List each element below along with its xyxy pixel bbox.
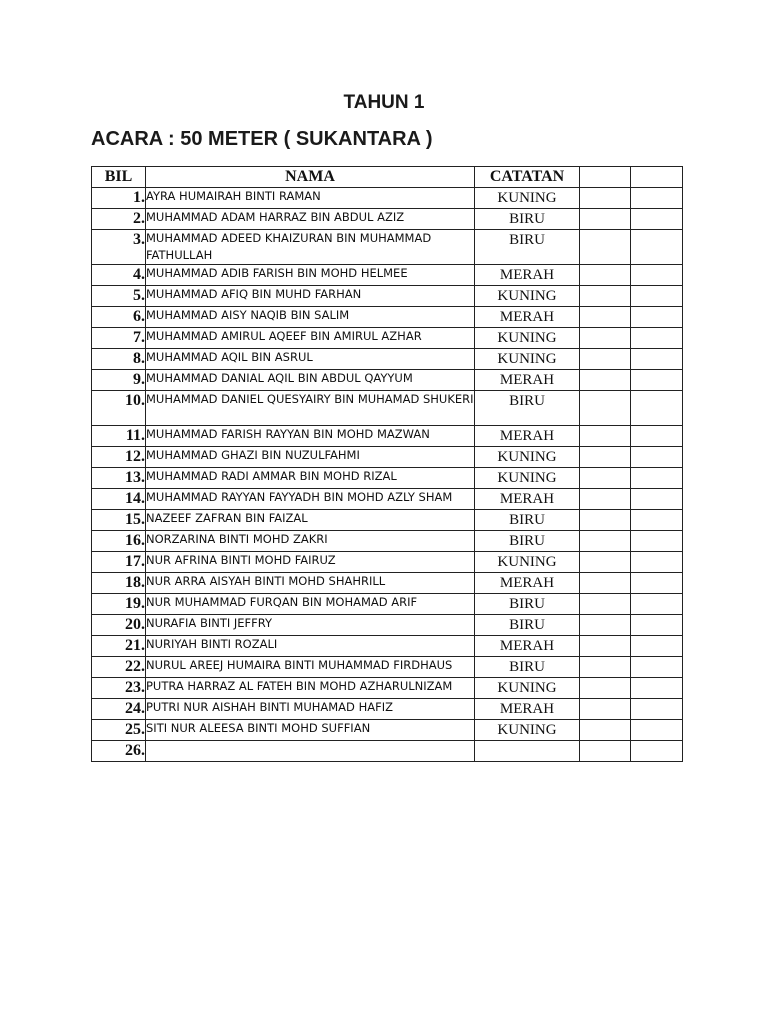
bil-cell: 6. — [92, 307, 146, 328]
nama-cell: NAZEEF ZAFRAN BIN FAIZAL — [146, 510, 475, 531]
nama-cell: NURUL AREEJ HUMAIRA BINTI MUHAMMAD FIRDHAUS — [146, 657, 475, 678]
bil-cell: 19. — [92, 594, 146, 615]
table-row — [92, 209, 683, 230]
extra-cell-1 — [580, 657, 631, 678]
bil-cell: 4. — [92, 265, 146, 286]
header-nama: NAMA — [146, 167, 475, 188]
extra-cell-2 — [631, 307, 683, 328]
bil-cell: 12. — [92, 447, 146, 468]
extra-cell-1 — [580, 552, 631, 573]
extra-cell-1 — [580, 230, 631, 265]
catatan-cell: MERAH — [475, 573, 580, 594]
table-row — [92, 265, 683, 286]
table-row — [92, 489, 683, 510]
bil-cell: 23. — [92, 678, 146, 699]
extra-cell-2 — [631, 230, 683, 265]
extra-cell-2 — [631, 286, 683, 307]
page-title: TAHUN 1 — [343, 92, 425, 113]
extra-cell-2 — [631, 391, 683, 426]
header-bil: BIL — [92, 167, 146, 188]
table-row — [92, 370, 683, 391]
bil-cell: 11. — [92, 426, 146, 447]
nama-cell: MUHAMMAD AFIQ BIN MUHD FARHAN — [146, 286, 475, 307]
table-row — [92, 286, 683, 307]
catatan-cell — [475, 741, 580, 762]
table-row — [92, 447, 683, 468]
table-row — [92, 678, 683, 699]
extra-cell-1 — [580, 349, 631, 370]
catatan-cell: BIRU — [475, 510, 580, 531]
bil-cell: 5. — [92, 286, 146, 307]
extra-cell-1 — [580, 573, 631, 594]
nama-cell: MUHAMMAD RADI AMMAR BIN MOHD RIZAL — [146, 468, 475, 489]
extra-cell-1 — [580, 391, 631, 426]
catatan-cell: KUNING — [475, 720, 580, 741]
bil-cell: 8. — [92, 349, 146, 370]
bil-cell: 14. — [92, 489, 146, 510]
extra-cell-1 — [580, 265, 631, 286]
extra-cell-2 — [631, 447, 683, 468]
extra-cell-1 — [580, 594, 631, 615]
catatan-cell: BIRU — [475, 657, 580, 678]
extra-cell-1 — [580, 328, 631, 349]
extra-cell-2 — [631, 720, 683, 741]
table-row — [92, 188, 683, 209]
table-header-row — [92, 167, 683, 188]
extra-cell-1 — [580, 615, 631, 636]
nama-cell: NURAFIA BINTI JEFFRY — [146, 615, 475, 636]
extra-cell-1 — [580, 741, 631, 762]
catatan-cell: KUNING — [475, 468, 580, 489]
nama-cell: MUHAMMAD DANIEL QUESYAIRY BIN MUHAMAD SHUKERI — [146, 391, 475, 426]
catatan-cell: KUNING — [475, 286, 580, 307]
table-row — [92, 720, 683, 741]
table-row — [92, 328, 683, 349]
table-row — [92, 349, 683, 370]
nama-cell: NORZARINA BINTI MOHD ZAKRI — [146, 531, 475, 552]
nama-cell: AYRA HUMAIRAH BINTI RAMAN — [146, 188, 475, 209]
nama-cell: SITI NUR ALEESA BINTI MOHD SUFFIAN — [146, 720, 475, 741]
extra-cell-1 — [580, 188, 631, 209]
extra-cell-1 — [580, 531, 631, 552]
table-row — [92, 510, 683, 531]
table-row — [92, 657, 683, 678]
catatan-cell: BIRU — [475, 531, 580, 552]
extra-cell-1 — [580, 209, 631, 230]
extra-cell-2 — [631, 678, 683, 699]
participant-table — [91, 166, 683, 762]
table-body — [92, 188, 683, 762]
nama-cell: NUR ARRA AISYAH BINTI MOHD SHAHRILL — [146, 573, 475, 594]
nama-cell: PUTRI NUR AISHAH BINTI MUHAMAD HAFIZ — [146, 699, 475, 720]
bil-cell: 15. — [92, 510, 146, 531]
nama-cell: MUHAMMAD AMIRUL AQEEF BIN AMIRUL AZHAR — [146, 328, 475, 349]
extra-cell-1 — [580, 720, 631, 741]
table-row — [92, 307, 683, 328]
bil-cell: 9. — [92, 370, 146, 391]
table-row — [92, 426, 683, 447]
nama-cell: NUR AFRINA BINTI MOHD FAIRUZ — [146, 552, 475, 573]
catatan-cell: MERAH — [475, 636, 580, 657]
bil-cell: 7. — [92, 328, 146, 349]
table-row — [92, 531, 683, 552]
catatan-cell: BIRU — [475, 594, 580, 615]
extra-cell-2 — [631, 426, 683, 447]
table-row — [92, 573, 683, 594]
extra-cell-1 — [580, 636, 631, 657]
catatan-cell: MERAH — [475, 426, 580, 447]
extra-cell-2 — [631, 265, 683, 286]
nama-cell: MUHAMMAD ADEED KHAIZURAN BIN MUHAMMAD FATHULLAH — [146, 230, 475, 265]
bil-cell: 1. — [92, 188, 146, 209]
extra-cell-1 — [580, 678, 631, 699]
bil-cell: 22. — [92, 657, 146, 678]
extra-cell-2 — [631, 594, 683, 615]
bil-cell: 2. — [92, 209, 146, 230]
table-row — [92, 636, 683, 657]
bil-cell: 10. — [92, 391, 146, 426]
extra-cell-2 — [631, 741, 683, 762]
nama-cell: MUHAMMAD AQIL BIN ASRUL — [146, 349, 475, 370]
catatan-cell: KUNING — [475, 678, 580, 699]
catatan-cell: MERAH — [475, 307, 580, 328]
extra-cell-2 — [631, 552, 683, 573]
extra-cell-1 — [580, 510, 631, 531]
catatan-cell: BIRU — [475, 391, 580, 426]
table-row — [92, 468, 683, 489]
nama-cell: MUHAMMAD DANIAL AQIL BIN ABDUL QAYYUM — [146, 370, 475, 391]
catatan-cell: BIRU — [475, 615, 580, 636]
catatan-cell: KUNING — [475, 328, 580, 349]
extra-cell-1 — [580, 489, 631, 510]
extra-cell-2 — [631, 349, 683, 370]
extra-cell-2 — [631, 209, 683, 230]
extra-cell-1 — [580, 447, 631, 468]
table-row — [92, 699, 683, 720]
extra-cell-2 — [631, 699, 683, 720]
catatan-cell: KUNING — [475, 447, 580, 468]
bil-cell: 26. — [92, 741, 146, 762]
table-row — [92, 741, 683, 762]
extra-cell-1 — [580, 307, 631, 328]
table-row — [92, 391, 683, 426]
table-row — [92, 594, 683, 615]
extra-cell-2 — [631, 370, 683, 391]
bil-cell: 3. — [92, 230, 146, 265]
catatan-cell: MERAH — [475, 370, 580, 391]
extra-cell-1 — [580, 370, 631, 391]
nama-cell: MUHAMMAD AISY NAQIB BIN SALIM — [146, 307, 475, 328]
nama-cell: MUHAMMAD ADIB FARISH BIN MOHD HELMEE — [146, 265, 475, 286]
nama-cell: NUR MUHAMMAD FURQAN BIN MOHAMAD ARIF — [146, 594, 475, 615]
catatan-cell: MERAH — [475, 699, 580, 720]
nama-cell: MUHAMMAD RAYYAN FAYYADH BIN MOHD AZLY SHAM — [146, 489, 475, 510]
table-row — [92, 615, 683, 636]
nama-cell: PUTRA HARRAZ AL FATEH BIN MOHD AZHARULNIZAM — [146, 678, 475, 699]
bil-cell: 21. — [92, 636, 146, 657]
extra-cell-2 — [631, 573, 683, 594]
catatan-cell: MERAH — [475, 489, 580, 510]
catatan-cell: KUNING — [475, 349, 580, 370]
event-title: ACARA : 50 METER ( SUKANTARA ) — [91, 128, 433, 150]
extra-cell-2 — [631, 510, 683, 531]
header-catatan: CATATAN — [475, 167, 580, 188]
bil-cell: 25. — [92, 720, 146, 741]
table-row — [92, 552, 683, 573]
bil-cell: 13. — [92, 468, 146, 489]
extra-cell-2 — [631, 636, 683, 657]
bil-cell: 16. — [92, 531, 146, 552]
nama-cell: MUHAMMAD FARISH RAYYAN BIN MOHD MAZWAN — [146, 426, 475, 447]
catatan-cell: MERAH — [475, 265, 580, 286]
extra-cell-1 — [580, 468, 631, 489]
bil-cell: 24. — [92, 699, 146, 720]
catatan-cell: BIRU — [475, 230, 580, 265]
nama-cell — [146, 741, 475, 762]
bil-cell: 18. — [92, 573, 146, 594]
extra-cell-1 — [580, 699, 631, 720]
nama-cell: MUHAMMAD GHAZI BIN NUZULFAHMI — [146, 447, 475, 468]
bil-cell: 17. — [92, 552, 146, 573]
extra-cell-2 — [631, 657, 683, 678]
table-row — [92, 230, 683, 265]
catatan-cell: KUNING — [475, 552, 580, 573]
bil-cell: 20. — [92, 615, 146, 636]
extra-cell-2 — [631, 188, 683, 209]
nama-cell: MUHAMMAD ADAM HARRAZ BIN ABDUL AZIZ — [146, 209, 475, 230]
header-extra-2 — [631, 167, 683, 188]
extra-cell-2 — [631, 489, 683, 510]
extra-cell-2 — [631, 468, 683, 489]
nama-cell: NURIYAH BINTI ROZALI — [146, 636, 475, 657]
extra-cell-1 — [580, 426, 631, 447]
extra-cell-2 — [631, 328, 683, 349]
extra-cell-1 — [580, 286, 631, 307]
extra-cell-2 — [631, 615, 683, 636]
catatan-cell: BIRU — [475, 209, 580, 230]
extra-cell-2 — [631, 531, 683, 552]
header-extra-1 — [580, 167, 631, 188]
catatan-cell: KUNING — [475, 188, 580, 209]
